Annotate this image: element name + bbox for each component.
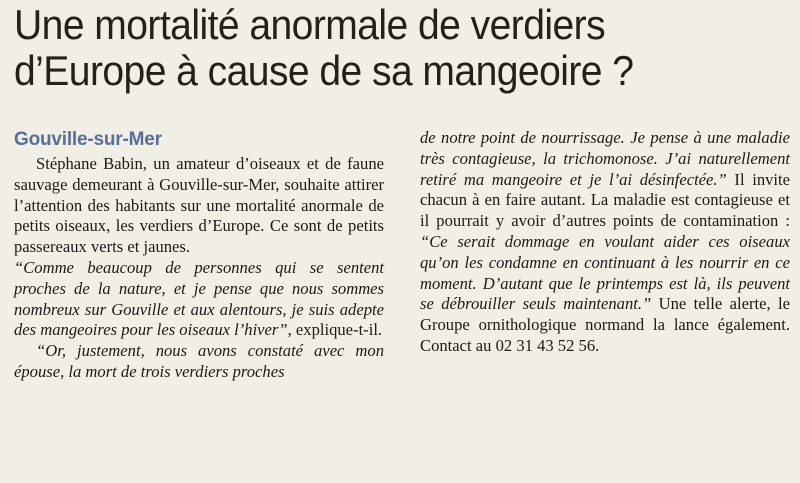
quote-verdiers-start: “Or, justement, nous avons constaté avec mon épouse, la mort de trois verdiers proches (14, 341, 384, 381)
attribution: , explique-t-il. (287, 320, 383, 340)
text-contact: Une telle alerte, le Groupe ornithologique normand la lance également. Contact au 02 31 43 52 56. (420, 294, 790, 355)
quote-mangeoires: “Comme beaucoup de personnes qui se sentent proches de la nature, et je pense que nous sommes nombreux sur Gouville et aux alentours, je suis adepte des mangeoires pour les oiseaux l’hiver” (14, 257, 384, 340)
dateline: Gouville-sur-Mer (14, 129, 162, 150)
column-right (420, 128, 790, 478)
headline-line-2: d’Europe à cause de sa mangeoire ? (14, 47, 634, 94)
paragraph-intro: Stéphane Babin, un amateur d’oiseaux et de faune sauvage demeurant à Gouville-sur-Mer, souhaite attirer l’attention des habitants sur une mortalité anormale de petits oiseaux, les verdiers d’Europe. Ce sont de petits passereaux verts et jaunes. (14, 154, 384, 257)
quote-dommage: “Ce serait dommage en voulant aider ces oiseaux qu’on les condamne en continuant à les nourrir en ce moment. D’autant que le printemps est là, ils peuvent se débrouiller seuls maintenant.” (420, 231, 790, 314)
article-columns (14, 128, 790, 478)
headline-line-1: Une mortalité anormale de verdiers (14, 1, 606, 48)
text-invite: Il invite chacun à en faire autant. La maladie est contagieuse et il pourrait y avoir d’autres points de contamination : (420, 169, 790, 231)
paragraph-quote-1 (14, 258, 384, 341)
paragraph-continuation (420, 128, 790, 357)
quote-verdiers-end: de notre point de nourrissage. Je pense à une maladie très contagieuse, la trichomonose. J’ai naturellement retiré ma mangeoire et je l’ai désinfectée.” (420, 128, 790, 189)
headline (14, 0, 736, 94)
column-left (14, 128, 384, 478)
paragraph-quote-2 (14, 341, 384, 383)
